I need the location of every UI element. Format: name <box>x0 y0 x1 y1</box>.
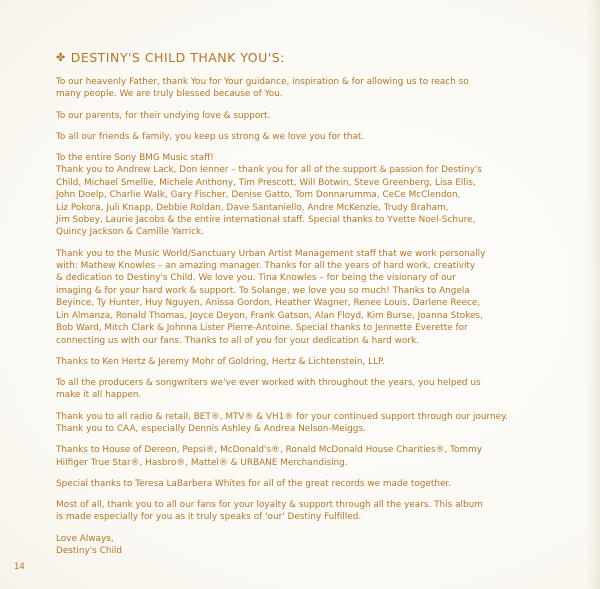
text-line: Lin Almanza, Ronald Thomas, Joyce Deyon, Frank Gatson, Alan Floyd, Kim Burse, Joanna Stokes, <box>56 310 483 321</box>
text-line: imaging & for your hard work & support. To Solange, we love you so much! Thanks to Angela <box>56 285 470 296</box>
text-line: Thanks to House of Dereon, Pepsi®, McDonald's®, Ronald McDonald House Charities®, Tommy <box>56 445 483 456</box>
text-line: many people. We are truly blessed because of You. <box>56 89 283 100</box>
flower-ornament-icon: ✤ <box>56 51 66 64</box>
text-line: & dedication to Destiny's Child. We love you. Tina Knowles – for being the visionary of our <box>56 273 456 284</box>
text-line: Liz Pokora, Juli Knapp, Debbie Roldan, Dave Santaniello, Andre McKenzie, Trudy Braham, <box>56 202 449 213</box>
paragraph <box>56 411 548 436</box>
page-number: 14 <box>14 562 25 572</box>
paragraph <box>56 110 548 122</box>
text-line: Bob Ward, Mitch Clark & Johnna Lister Pierre-Antoine. Special thanks to Jennette Everette for <box>56 323 468 334</box>
text-line: Hilfiger True Star®, Hasbro®, Mattel® & URBANE Merchandising. <box>56 457 348 468</box>
paragraph <box>56 499 548 524</box>
text-line: Destiny's Child <box>56 545 123 556</box>
thank-you-paragraphs <box>56 76 548 557</box>
text-line: Jim Sobey, Laurie Jacobs & the entire international staff. Special thanks to Yvette Noel-Schure, <box>56 215 476 226</box>
paragraph <box>56 152 548 239</box>
text-line: To our parents, for their undying love & support. <box>56 110 271 121</box>
text-line: Thanks to Ken Hertz & Jeremy Mohr of Goldring, Hertz & Lichtenstein, LLP. <box>56 356 385 367</box>
text-line: To all our friends & family, you keep us strong & we love you for that. <box>56 131 365 142</box>
text-line: Quincy Jackson & Camille Yarrick. <box>56 227 205 238</box>
text-line: To the entire Sony BMG Music staff! <box>56 153 214 164</box>
paragraph <box>56 478 548 490</box>
text-line: Child, Michael Smellie, Michele Anthony, Tim Prescott, Will Botwin, Steve Greenberg, Lisa Ellis, <box>56 177 476 188</box>
paragraph <box>56 533 548 558</box>
page-fold-shadow <box>586 0 600 589</box>
section-title <box>56 50 548 65</box>
paragraph <box>56 131 548 143</box>
section-title-text: DESTINY'S CHILD THANK YOU'S: <box>70 50 285 65</box>
text-line: with: Mathew Knowles – an amazing manager. Thanks for all the years of hard work, creativity <box>56 261 476 272</box>
text-line: Love Always, <box>56 533 114 544</box>
text-line: Thank you to Andrew Lack, Don Ienner – thank you for all of the support & passion for Destiny's <box>56 165 482 176</box>
text-line: To all the producers & songwriters we've ever worked with throughout the years, you helped us <box>56 377 481 388</box>
text-line: Thank you to all radio & retail, BET®, MTV® & VH1® for your continued support through our journey. <box>56 411 508 422</box>
paragraph <box>56 356 548 368</box>
text-line: Most of all, thank you to all our fans for your loyalty & support through all the years. This album <box>56 499 483 510</box>
text-line: connecting us with our fans. Thanks to all of you for your dedication & hard work. <box>56 335 419 346</box>
text-line: Thank you to the Music World/Sanctuary Urban Artist Management staff that we work personally <box>56 248 486 259</box>
text-line: is made especially for you as it truly speaks of 'our' Destiny Fulfilled. <box>56 512 362 523</box>
text-line: Special thanks to Teresa LaBarbera Whites for all of the great records we made together. <box>56 478 452 489</box>
thank-you-section <box>56 50 548 566</box>
paragraph <box>56 248 548 347</box>
text-line: make it all happen. <box>56 390 142 401</box>
text-line: To our heavenly Father, thank You for Your guidance, inspiration & for allowing us to reach so <box>56 77 469 87</box>
text-line: Beyince, Ty Hunter, Huy Nguyen, Anissa Gordon, Heather Wagner, Renee Louis, Darlene Reece, <box>56 298 481 309</box>
paragraph <box>56 377 548 402</box>
text-line: John Doelp, Charlie Walk, Gary Fischer, Denise Gatto, Tom Donnarumma, CeCe McClendon, <box>56 190 461 201</box>
paragraph <box>56 76 548 101</box>
paragraph <box>56 444 548 469</box>
text-line: Thank you to CAA, especially Dennis Ashley & Andrea Nelson-Meiggs. <box>56 423 366 434</box>
